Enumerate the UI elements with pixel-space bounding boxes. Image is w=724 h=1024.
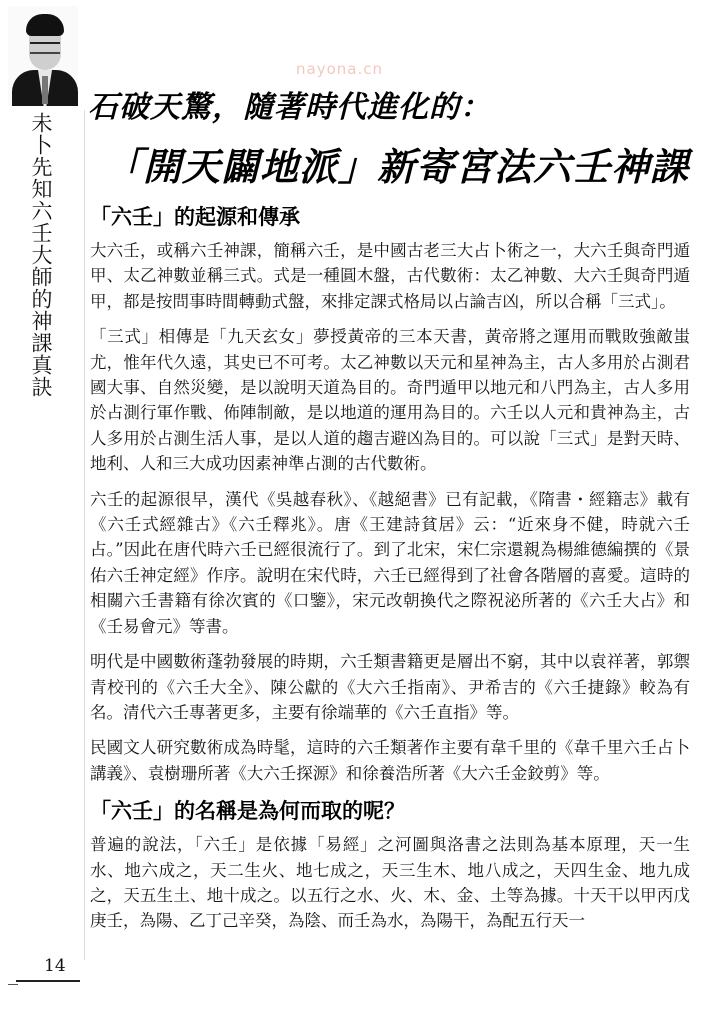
column-title: 未卜先知六壬大師的神課真訣	[29, 112, 53, 398]
paragraph: 民國文人研究數術成為時髦，這時的六壬類著作主要有韋千里的《韋千里六壬占卜講義》、袁樹珊所著《大六壬探源》和徐養浩所著《大六壬金鉸剪》等。	[90, 738, 690, 783]
headline-line-2: 「開天闢地派」新寄宮法六壬神課	[104, 145, 690, 189]
author-tie	[42, 76, 48, 104]
watermark: nayona.cn	[296, 60, 383, 78]
author-glasses	[30, 42, 60, 54]
article-body	[90, 202, 690, 944]
paragraph: 明代是中國數術蓬勃發展的時期，六壬類書籍更是層出不窮，其中以袁祥著，郭禦青校刊的《六壬大全》、陳公獻的《大六壬指南》、尹希吉的《六壬捷錄》較為有名。清代六壬專著更多，主要有徐端華的《六壬直指》等。	[90, 652, 690, 722]
paragraph: 大六壬，或稱六壬神課，簡稱六壬，是中國古老三大占卜術之一，大六壬與奇門遁甲、太乙神數並稱三式。式是一種圓木盤，古代數術：太乙神數、大六壬與奇門遁甲，都是按問事時間轉動式盤，來排定課式格局以占論吉凶，所以合稱「三式」。	[90, 241, 690, 311]
author-photo	[8, 6, 78, 106]
section-heading-name: 「六壬」的名稱是為何而取的呢？	[90, 799, 405, 824]
author-hair	[26, 14, 64, 36]
page-number: 14	[44, 956, 66, 976]
page-number-rule	[16, 980, 80, 982]
section-heading-origin: 「六壬」的起源和傳承	[90, 205, 300, 229]
paragraph: 六壬的起源很早，漢代《吳越春秋》、《越絕書》已有記載，《隋書・經籍志》載有《六壬式經雜古》《六壬釋兆》。唐《王建詩貧居》云：“近來身不健，時就六壬占。”因此在唐代時六壬已經很流行了。到了北宋，宋仁宗還親為楊維德編撰的《景佑六壬神定經》作序。說明在宋代時，六壬已經得到了社會各階層的喜愛。這時的相關六壬書籍有徐次賓的《口鑒》，宋元改朝換代之際祝泌所著的《六壬大占》和《壬易會元》等書。	[90, 489, 690, 636]
side-divider	[84, 110, 85, 960]
headline-line-1: 石破天驚，隨著時代進化的：	[88, 90, 491, 125]
paragraph: 「三式」相傳是「九天玄女」夢授黃帝的三本天書，黃帝將之運用而戰敗強敵蚩尤，惟年代久遠，其史已不可考。太乙神數以天元和星神為主，古人多用於占測君國大事、自然災變，是以說明天道為目的。奇門遁甲以地元和八門為主，古人多用於占測行軍作戰、佈陣制敵，是以地道的運用為目的。六壬以人元和貴神為主，古人多用於占測生活人事，是以人道的趨吉避凶為目的。可以說「三式」是對天時、地利、人和三大成功因素神準占測的古代數術。	[90, 327, 690, 474]
page-corner-mark	[8, 984, 18, 985]
paragraph: 普遍的說法，「六壬」是依據「易經」之河圖與洛書之法則為基本原理，天一生水、地六成之，天二生火、地七成之，天三生木、地八成之，天四生金、地九成之，天五生土、地十成之。以五行之水、火、木、金、土等為據。十天干以甲丙戊庚壬，為陽、乙丁己辛癸，為陰、而壬為水，為陽干，為配五行天一	[90, 835, 690, 931]
